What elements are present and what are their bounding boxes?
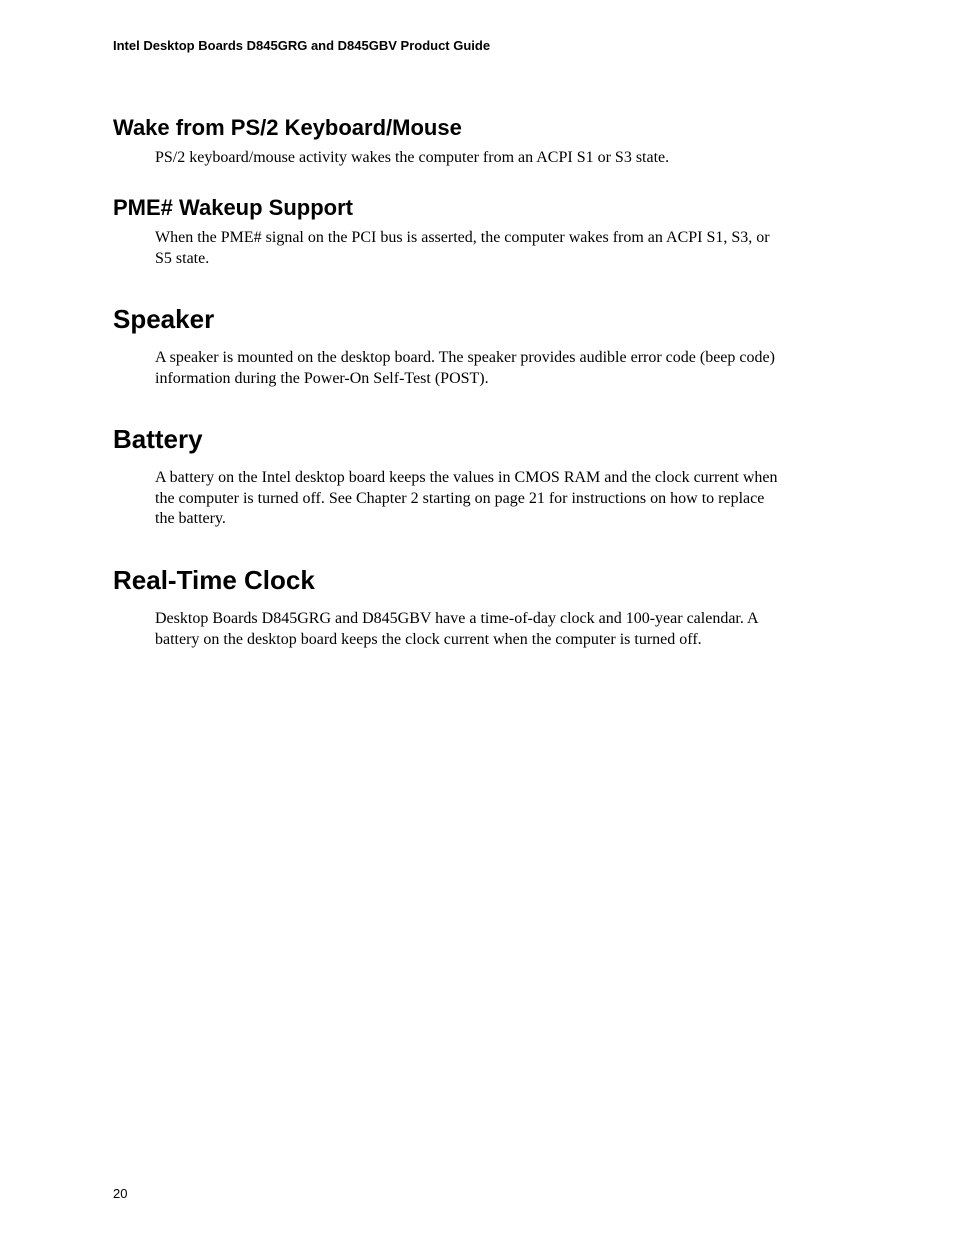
body-line: A speaker is mounted on the desktop board. The speaker provides audible error code (beep code) bbox=[155, 349, 775, 366]
section-heading-speaker: Speaker bbox=[113, 304, 215, 334]
body-line: S5 state. bbox=[155, 249, 210, 267]
section-heading-battery: Battery bbox=[113, 424, 203, 454]
body-line: Desktop Boards D845GRG and D845GBV have a time-of-day clock and 100-year calendar. A bbox=[155, 610, 759, 627]
section-heading-wake-ps2: Wake from PS/2 Keyboard/Mouse bbox=[113, 115, 462, 140]
body-line: battery on the desktop board keeps the clock current when the computer is turned off. bbox=[155, 630, 702, 648]
running-header: Intel Desktop Boards D845GRG and D845GBV Product Guide bbox=[113, 38, 491, 53]
section-body-speaker bbox=[155, 348, 845, 389]
section-body-wake-ps2 bbox=[155, 148, 845, 169]
section-body-pme-wakeup bbox=[155, 228, 845, 269]
section-heading-real-time-clock: Real-Time Clock bbox=[113, 565, 315, 595]
body-line: the computer is turned off. See Chapter 2 starting on page 21 for instructions on how to replace bbox=[155, 489, 765, 507]
body-line: PS/2 keyboard/mouse activity wakes the computer from an ACPI S1 or S3 state. bbox=[155, 149, 670, 166]
body-line: information during the Power-On Self-Test (POST). bbox=[155, 369, 489, 387]
body-line: the battery. bbox=[155, 510, 226, 527]
body-line: A battery on the Intel desktop board keeps the values in CMOS RAM and the clock current when bbox=[155, 469, 778, 486]
body-line: When the PME# signal on the PCI bus is asserted, the computer wakes from an ACPI S1, S3, or bbox=[155, 229, 770, 246]
page-number: 20 bbox=[113, 1186, 128, 1201]
section-heading-pme-wakeup: PME# Wakeup Support bbox=[113, 195, 353, 220]
section-body-battery bbox=[155, 468, 845, 530]
section-body-real-time-clock bbox=[155, 609, 845, 650]
